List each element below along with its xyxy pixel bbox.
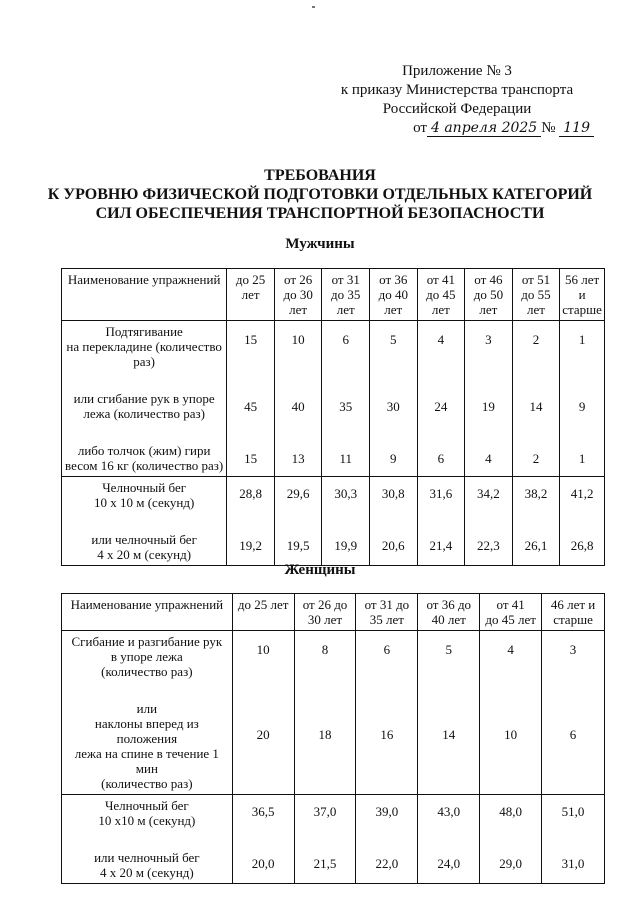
header-label: от 41 — [426, 272, 455, 287]
header-label: 35 лет — [369, 612, 404, 627]
exercise-name: 10 х 10 м (секунд) — [94, 495, 195, 510]
women-requirements-table — [61, 593, 605, 884]
header-label: от 36 — [379, 272, 408, 287]
standard-value: 6 — [437, 451, 445, 466]
header-label: от 26 — [284, 272, 313, 287]
age-group-header — [369, 269, 417, 321]
header-label: до 30 — [283, 287, 313, 302]
men-requirements-table — [61, 268, 605, 566]
header-label: до 25 лет — [237, 597, 289, 612]
standard-value: 37,0 — [313, 804, 337, 819]
exercise-name: в упоре лежа — [110, 649, 183, 664]
age-group-header — [465, 269, 513, 321]
appendix-number: Приложение № 3 — [402, 63, 512, 79]
standard-value: 4 — [507, 642, 514, 657]
exercise-name-cell — [62, 795, 233, 884]
title-line-1: ТРЕБОВАНИЯ — [264, 167, 376, 184]
standard-value-cell — [274, 321, 322, 477]
appendix-header — [312, 62, 602, 138]
header-label: до 35 — [331, 287, 361, 302]
standard-value: 3 — [569, 642, 577, 657]
header-row — [62, 594, 605, 631]
standard-value: 29,0 — [499, 856, 522, 871]
header-label: и — [578, 287, 586, 302]
standard-value-cell — [356, 631, 418, 795]
header-label: 46 лет и — [550, 597, 596, 612]
standard-value: 24,0 — [437, 856, 461, 871]
women-heading: Женщины — [284, 562, 356, 578]
header-label: лет — [289, 302, 308, 317]
standard-value-cell — [417, 477, 465, 566]
exercise-name: 4 х 20 м (секунд) — [99, 865, 194, 880]
exercise-column-header — [62, 594, 233, 631]
exercise-name: лежа на спине в течение 1 мин — [74, 746, 219, 776]
exercise-name: Челночный бег — [104, 798, 189, 813]
standard-value: 34,2 — [477, 486, 500, 501]
age-group-header — [418, 594, 480, 631]
standard-value-cell — [227, 321, 275, 477]
table-row — [62, 795, 605, 884]
standard-value: 2 — [532, 332, 540, 347]
standard-value: 13 — [291, 451, 305, 466]
standard-value: 19,2 — [239, 538, 262, 553]
header-label: до 25 — [235, 272, 266, 287]
header-label: от 31 — [331, 272, 360, 287]
header-label: старше — [562, 302, 602, 317]
standard-value: 9 — [390, 451, 397, 466]
age-group-header — [480, 594, 542, 631]
standard-value: 22,0 — [375, 856, 399, 871]
standard-value: 4 — [485, 451, 492, 466]
standard-value: 20 — [256, 727, 270, 742]
age-group-header — [227, 269, 275, 321]
standard-value-cell — [417, 321, 465, 477]
exercise-name: или сгибание рук в упоре — [73, 391, 215, 406]
age-group-header — [294, 594, 356, 631]
handwritten-number: 119 — [559, 120, 594, 137]
number-sign: № — [541, 120, 556, 136]
standard-value: 3 — [485, 332, 492, 347]
exercise-name: Сгибание и разгибание рук — [71, 634, 223, 649]
standard-value: 24 — [434, 399, 448, 414]
standard-value-cell — [542, 631, 605, 795]
exercise-name: лежа (количество раз) — [83, 406, 205, 421]
standard-value-cell — [322, 321, 370, 477]
exercise-name: Челночный бег — [102, 480, 187, 495]
standard-value-cell — [560, 321, 605, 477]
exercise-name-cell — [62, 631, 233, 795]
standard-value: 22,3 — [477, 538, 500, 553]
standard-value-cell — [232, 795, 294, 884]
age-group-header — [560, 269, 605, 321]
standard-value-cell — [542, 795, 605, 884]
standard-value: 30,8 — [381, 486, 405, 501]
document-title — [0, 166, 640, 223]
standard-value: 30,3 — [334, 486, 358, 501]
table-row — [62, 631, 605, 795]
standard-value: 31,6 — [429, 486, 453, 501]
exercise-name: (количество раз) — [101, 664, 193, 679]
standard-value: 2 — [532, 451, 540, 466]
standard-value-cell — [294, 795, 356, 884]
standard-value: 26,8 — [570, 538, 594, 553]
standard-value-cell — [465, 477, 513, 566]
exercise-name: Подтягивание — [105, 324, 183, 339]
title-line-2: К УРОВНЮ ФИЗИЧЕСКОЙ ПОДГОТОВКИ ОТДЕЛЬНЫХ КАТЕГОРИЙ — [47, 186, 593, 203]
standard-value: 21,4 — [429, 538, 453, 553]
standard-value-cell — [480, 795, 542, 884]
header-label: лет — [526, 302, 545, 317]
header-label: лет — [336, 302, 355, 317]
standard-value: 4 — [437, 332, 445, 347]
standard-value-cell — [356, 795, 418, 884]
standard-value-cell — [512, 477, 560, 566]
handwritten-date: 4 апреля 2025 — [427, 120, 541, 137]
exercise-name: 4 х 20 м (секунд) — [97, 547, 192, 562]
header-label: до 55 — [521, 287, 551, 302]
standard-value-cell — [512, 321, 560, 477]
standard-value: 19,9 — [334, 538, 358, 553]
standard-value: 31,0 — [561, 856, 585, 871]
standard-value: 14 — [529, 399, 543, 414]
exercise-name-cell — [62, 321, 227, 477]
standard-value: 10 — [291, 332, 305, 347]
standard-value: 26,1 — [524, 538, 548, 553]
age-group-header — [512, 269, 560, 321]
exercise-name: раз) — [133, 354, 156, 369]
standard-value: 18 — [318, 727, 332, 742]
standard-value: 39,0 — [375, 804, 399, 819]
from-label: от — [413, 120, 427, 136]
standard-value-cell — [465, 321, 513, 477]
scan-mark — [312, 6, 315, 8]
standard-value-cell — [560, 477, 605, 566]
standard-value: 5 — [445, 642, 452, 657]
exercise-name: либо толчок (жим) гири — [77, 443, 211, 458]
header-row — [62, 269, 605, 321]
country-name: Российской Федерации — [382, 101, 532, 117]
age-group-header — [356, 594, 418, 631]
age-group-header — [274, 269, 322, 321]
title-line-3: СИЛ ОБЕСПЕЧЕНИЯ ТРАНСПОРТНОЙ БЕЗОПАСНОСТИ — [95, 205, 545, 222]
standard-value-cell — [232, 631, 294, 795]
header-label: 30 лет — [307, 612, 343, 627]
exercise-name: или челночный бег — [94, 850, 200, 865]
standard-value: 1 — [578, 451, 586, 466]
header-label: от 36 до — [426, 597, 472, 612]
standard-value: 36,5 — [251, 804, 275, 819]
exercise-name: весом 16 кг (количество раз) — [65, 458, 224, 473]
standard-value: 6 — [569, 727, 577, 742]
age-group-header — [232, 594, 294, 631]
exercise-name: 10 х10 м (секунд) — [98, 813, 196, 828]
header-label: 56 лет — [565, 272, 600, 287]
order-date-line — [312, 119, 602, 138]
standard-value: 9 — [578, 399, 586, 414]
standard-value: 6 — [383, 642, 391, 657]
header-label: до 40 — [378, 287, 408, 302]
standard-value: 15 — [244, 451, 258, 466]
standard-value: 8 — [321, 642, 329, 657]
header-label: от 26 до — [302, 597, 348, 612]
standard-value: 48,0 — [499, 804, 522, 819]
header-label: от 51 — [521, 272, 551, 287]
age-group-header — [322, 269, 370, 321]
standard-value: 21,5 — [313, 856, 337, 871]
standard-value: 20,0 — [251, 856, 275, 871]
age-group-header — [417, 269, 465, 321]
standard-value: 11 — [339, 451, 352, 466]
standard-value: 51,0 — [561, 804, 585, 819]
header-label: от 31 до — [364, 597, 410, 612]
age-group-header — [542, 594, 605, 631]
header-label: Наименование упражнений — [70, 597, 224, 612]
header-label: до 45 — [426, 287, 456, 302]
standard-value: 29,6 — [286, 486, 310, 501]
header-label: 40 лет — [431, 612, 466, 627]
exercise-name: наклоны вперед из положения — [94, 716, 199, 746]
exercise-name: или — [136, 701, 158, 716]
standard-value: 41,2 — [570, 486, 594, 501]
standard-value: 10 — [256, 642, 270, 657]
standard-value: 6 — [342, 332, 349, 347]
header-label: лет — [384, 302, 403, 317]
standard-value-cell — [294, 631, 356, 795]
standard-value: 20,6 — [381, 538, 405, 553]
standard-value: 40 — [291, 399, 305, 414]
standard-value: 45 — [244, 399, 258, 414]
standard-value-cell — [274, 477, 322, 566]
standard-value-cell — [369, 477, 417, 566]
men-heading: Мужчины — [285, 236, 355, 252]
standard-value: 35 — [339, 399, 353, 414]
standard-value: 28,8 — [239, 486, 262, 501]
table-row — [62, 321, 605, 477]
standard-value: 38,2 — [524, 486, 548, 501]
standard-value: 30 — [386, 399, 400, 414]
standard-value: 43,0 — [437, 804, 461, 819]
exercise-name-cell — [62, 477, 227, 566]
standard-value-cell — [322, 477, 370, 566]
table-row — [62, 477, 605, 566]
standard-value-cell — [369, 321, 417, 477]
standard-value: 14 — [442, 727, 456, 742]
exercise-name: или челночный бег — [91, 532, 197, 547]
standard-value: 19,5 — [286, 538, 310, 553]
header-label: до 45 лет — [485, 612, 536, 627]
exercise-column-header — [62, 269, 227, 321]
standard-value: 1 — [578, 332, 586, 347]
header-label: старше — [553, 612, 593, 627]
standard-value: 5 — [390, 332, 397, 347]
standard-value-cell — [227, 477, 275, 566]
header-label: Наименование упражнений — [67, 272, 221, 287]
header-label: лет — [431, 302, 450, 317]
standard-value-cell — [418, 795, 480, 884]
standard-value: 19 — [481, 399, 495, 414]
standard-value-cell — [480, 631, 542, 795]
standard-value: 10 — [504, 727, 518, 742]
header-label: до 50 — [473, 287, 504, 302]
header-label: от 46 — [474, 272, 503, 287]
standard-value: 15 — [244, 332, 258, 347]
order-reference: к приказу Министерства транспорта — [340, 82, 574, 98]
standard-value-cell — [418, 631, 480, 795]
standard-value: 16 — [380, 727, 394, 742]
header-label: от 41 — [496, 597, 525, 612]
exercise-name: (количество раз) — [101, 776, 193, 791]
header-label: лет — [479, 302, 498, 317]
exercise-name: на перекладине (количество — [66, 339, 222, 354]
header-label: лет — [241, 287, 260, 302]
